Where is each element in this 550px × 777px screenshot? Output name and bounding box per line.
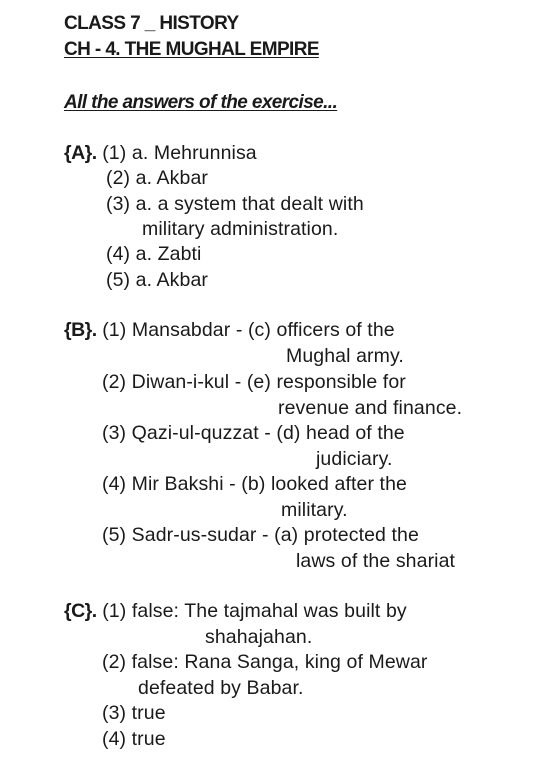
section-b-line-3-cont: judiciary. bbox=[316, 448, 393, 470]
section-a-line-3-cont: military administration. bbox=[142, 218, 339, 240]
section-b-line-5: (5) Sadr-us-sudar - (a) protected the bbox=[102, 524, 419, 546]
answer-text: (1) false: The tajmahal was built by bbox=[102, 600, 407, 622]
section-a-line-1 bbox=[64, 141, 257, 165]
section-b-line-3: (3) Qazi-ul-quzzat - (d) head of the bbox=[102, 422, 405, 444]
section-b-line-2: (2) Diwan-i-kul - (e) responsible for bbox=[102, 371, 406, 393]
section-b-line-4-cont: military. bbox=[281, 499, 348, 521]
section-a-line-5: (5) a. Akbar bbox=[106, 269, 208, 291]
section-c-line-4: (4) true bbox=[102, 728, 166, 750]
answer-text: (1) Mansabdar - (c) officers of the bbox=[102, 319, 395, 341]
intro-heading: All the answers of the exercise... bbox=[64, 92, 338, 113]
section-c-line-1 bbox=[64, 599, 407, 623]
section-b-line-5-cont: laws of the shariat bbox=[296, 550, 456, 572]
answer-text: (1) a. Mehrunnisa bbox=[102, 142, 257, 164]
section-c-line-2: (2) false: Rana Sanga, king of Mewar bbox=[102, 651, 428, 673]
section-b-line-1 bbox=[64, 318, 395, 342]
section-c-label: {C}. bbox=[64, 600, 97, 622]
section-b-label: {B}. bbox=[64, 319, 97, 341]
section-c-line-1-cont: shahajahan. bbox=[205, 626, 313, 648]
section-c-line-3: (3) true bbox=[102, 702, 166, 724]
section-a-label: {A}. bbox=[64, 142, 97, 164]
chapter-title: CH - 4. THE MUGHAL EMPIRE bbox=[64, 39, 319, 60]
section-b-line-2-cont: revenue and finance. bbox=[278, 397, 463, 419]
section-c-line-2-cont: defeated by Babar. bbox=[138, 677, 304, 699]
section-a-line-4: (4) a. Zabti bbox=[106, 243, 202, 265]
section-a-line-2: (2) a. Akbar bbox=[106, 167, 208, 189]
section-a-line-3: (3) a. a system that dealt with bbox=[106, 193, 364, 215]
section-b-line-4: (4) Mir Bakshi - (b) looked after the bbox=[102, 473, 407, 495]
document-title: CLASS 7 _ HISTORY bbox=[64, 13, 239, 34]
section-b-line-1-cont: Mughal army. bbox=[286, 345, 404, 367]
